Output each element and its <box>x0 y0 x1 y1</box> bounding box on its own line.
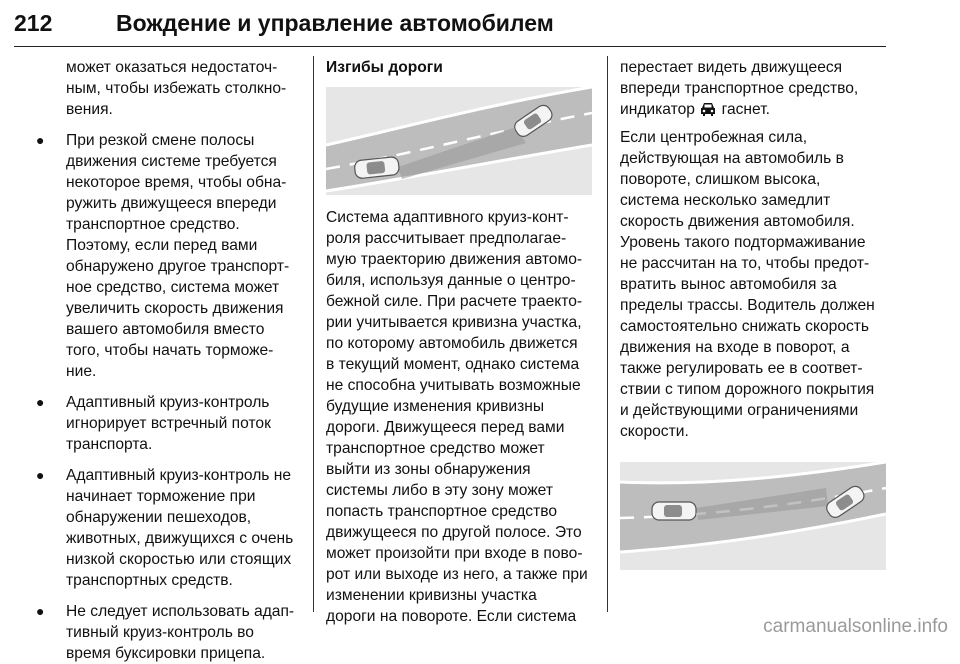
column-divider-2 <box>607 56 608 612</box>
list-item-text: При резкой смене полосы движения системе требуется некоторое время, чтобы обна- ружить движущееся впереди транспортное средство. Поэтому, если перед вами обнаружено другое транспорт- ное средство, система может увеличить скорость движения вашего автомобиля вместо того, чтобы начать торможе- ние. <box>66 132 290 380</box>
road-curve-illustration-2 <box>620 462 886 570</box>
column-3 <box>620 57 890 570</box>
page-title: Вождение и управление автомобилем <box>116 9 554 36</box>
list-item <box>14 465 304 591</box>
list-item <box>14 392 304 455</box>
vehicle-ahead-icon <box>699 101 717 117</box>
list-item-text: Адаптивный круиз-контроль не начинает торможение при обнаружении пешеходов, животных, движущихся с очень низкой скоростью или стоящих транспортных средств. <box>66 467 294 589</box>
header-rule <box>14 46 886 47</box>
continuation-text: может оказаться недостаточ- ным, чтобы избежать столкно- вения. <box>66 59 287 118</box>
watermark: carmanualsonline.info <box>763 616 948 637</box>
bullet-dot-icon: ● <box>36 467 45 483</box>
column-1 <box>14 57 304 664</box>
road-curve-illustration-1 <box>326 87 592 195</box>
bullet-list <box>14 130 304 664</box>
bullet-dot-icon: ● <box>36 603 45 619</box>
column-2 <box>326 57 598 627</box>
list-item-text: Не следует использовать адап- тивный круиз-контроль во время буксировки прицепа. <box>66 603 295 662</box>
list-item <box>14 130 304 382</box>
list-item-text: Адаптивный круиз-контроль игнорирует встречный поток транспорта. <box>66 394 271 453</box>
bullet-dot-icon: ● <box>36 132 45 148</box>
paragraph-indicator-text: перестает видеть движущееся впереди транспортное средство, индикатор <box>620 59 859 118</box>
paragraph-indicator-text-end: гаснет. <box>717 101 770 118</box>
paragraph-centrifugal: Если центробежная сила, действующая на автомобиль в повороте, слишком высока, система несколько замедлит скорость движения автомобиля. Уровень такого подтормаживание не рассчитан на то, чтобы предот- вратить вынос автомобиля за пределы трассы. Водитель должен самостоятельно снижать скорость движения на входе в поворот, а также регулировать ее в соответ- ствии с типом дорожного покрытия и действующими ограничениями скорости. <box>620 129 875 440</box>
section-heading: Изгибы дороги <box>326 59 443 76</box>
section-paragraph: Система адаптивного круиз-конт- роля рассчитывает предполагае- мую траекторию движения автомо- биля, используя данные о центро- бежной силе. При расчете траекто- рии учитывается кривизна участка, по которому автомобиль движется в текущий момент, однако система не способна учитывать возможные будущие изменения кривизны дороги. Движущееся перед вами транспортное средство может выйти из зоны обнаружения системы либо в эту зону может попасть транспортное средство движущееся по другой полосе. Это может произойти при входе в пово- рот или выходе из него, а также при изменении кривизны участка дороги на повороте. Если система <box>326 209 588 625</box>
page-header <box>14 2 886 44</box>
paragraph-indicator <box>620 57 890 120</box>
column-divider-1 <box>313 56 314 612</box>
list-item <box>14 601 304 664</box>
bullet-dot-icon: ● <box>36 394 45 410</box>
page-number: 212 <box>14 9 53 36</box>
